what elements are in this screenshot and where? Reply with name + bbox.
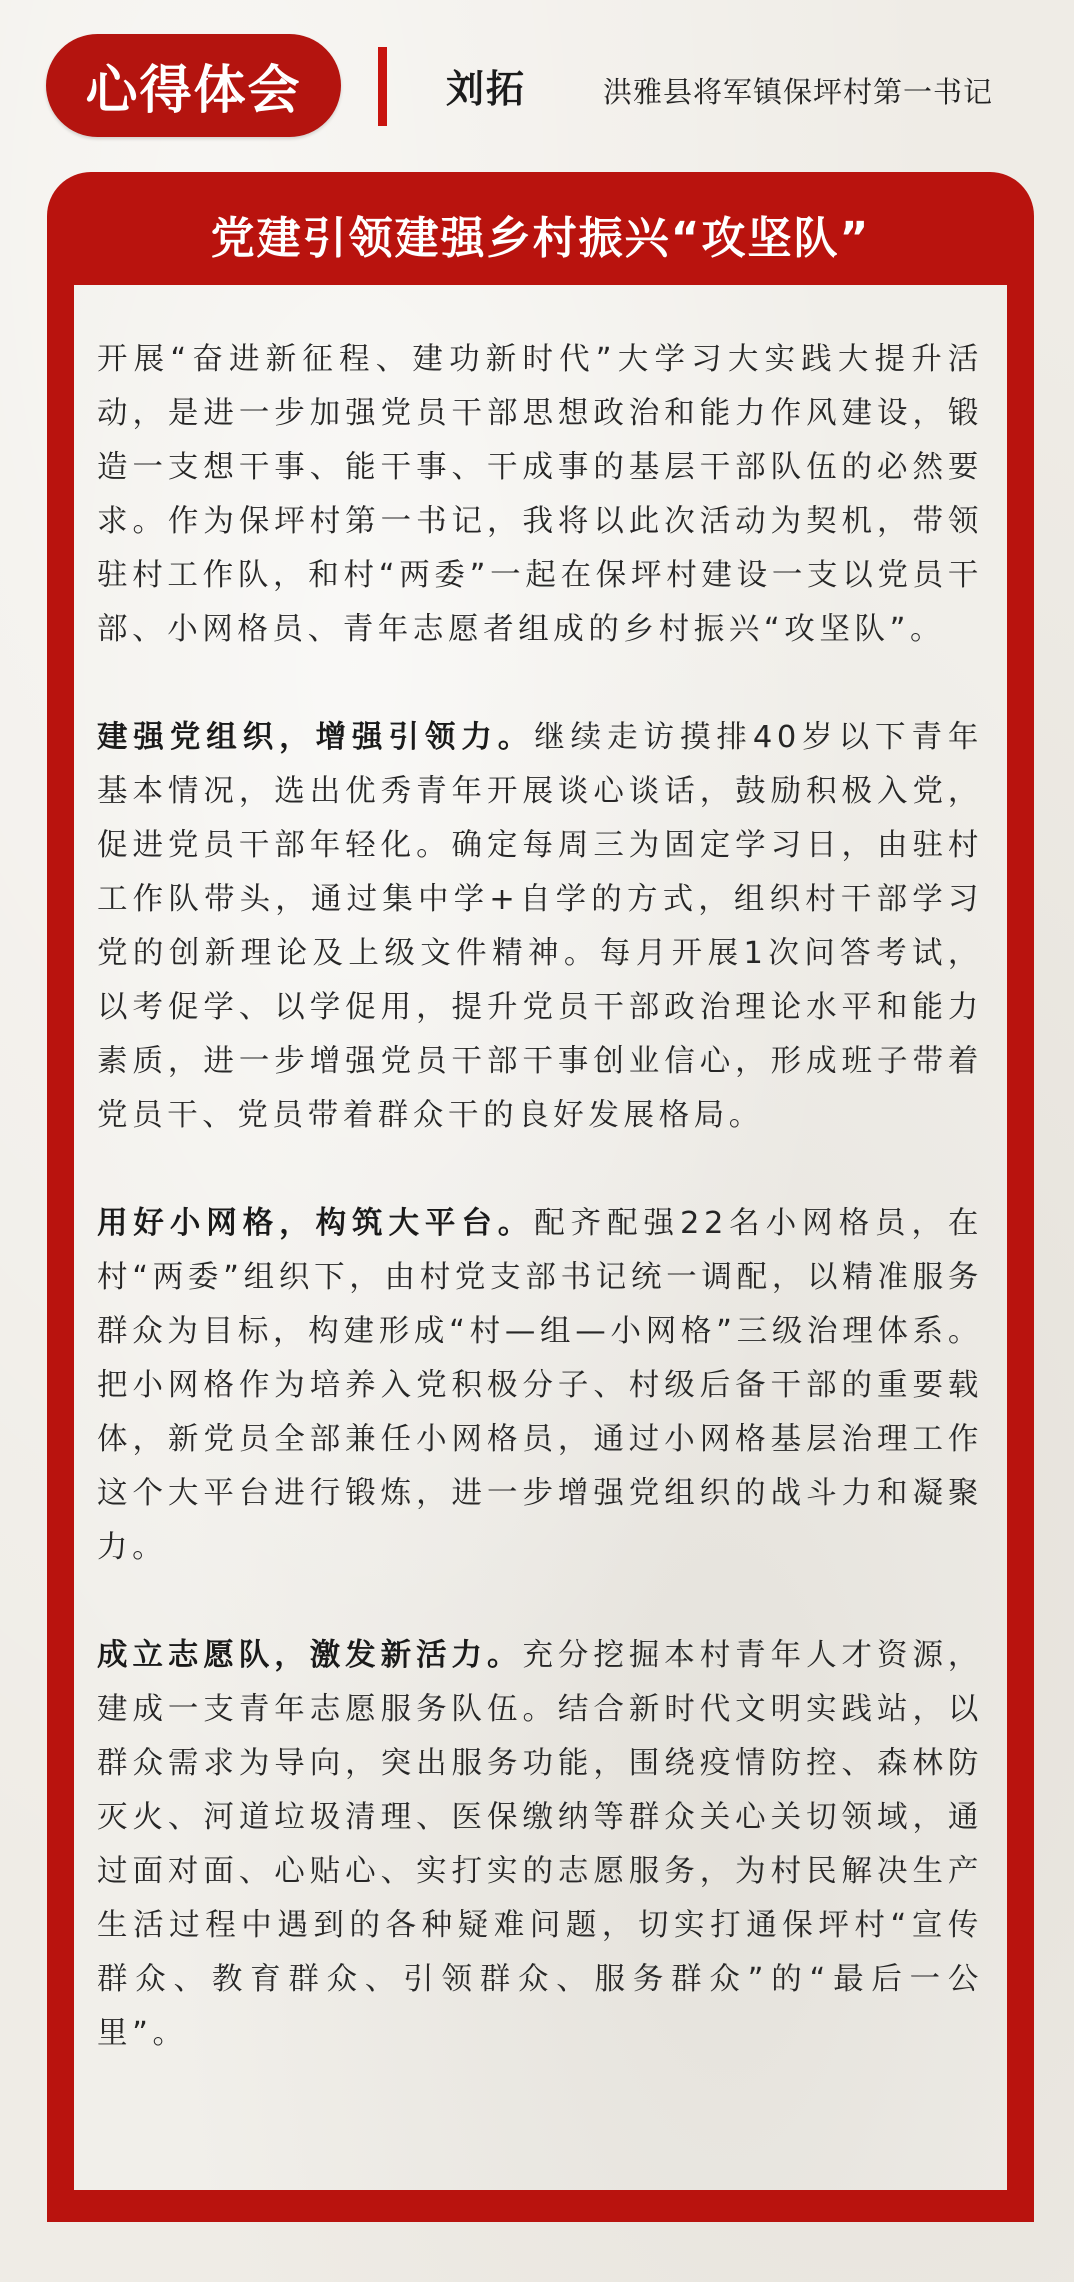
author-name: 刘拓 (446, 67, 527, 111)
article-card (47, 172, 1034, 2222)
paragraph-lead: 建强党组织，增强引领力。 (97, 720, 535, 755)
paragraph-text: 开展“奋进新征程、建功新时代”大学习大实践大提升活动，是进一步加强党员干部思想政治和能力作风建设，锻造一支想干事、能干事、干成事的基层干部队伍的必然要求。作为保坪村第一书记，我将以此次活动为契机，带领驻村工作队，和村“两委”一起在保坪村建设一支以党员干部、小网格员、青年志愿者组成的乡村振兴“攻坚队”。 (97, 342, 983, 647)
header (0, 0, 1074, 150)
paragraph-text: 继续走访摸排40岁以下青年基本情况，选出优秀青年开展谈心谈话，鼓励积极入党，促进党员干部年轻化。确定每周三为固定学习日，由驻村工作队带头，通过集中学+自学的方式，组织村干部学习党的创新理论及上级文件精神。每月开展1次问答考试，以考促学、以学促用，提升党员干部政治理论水平和能力素质，进一步增强党员干部干事创业信心，形成班子带着党员干、党员带着群众干的良好发展格局。 (97, 720, 984, 1133)
paragraph-volunteers (97, 1629, 983, 2061)
author-title: 洪雅县将军镇保坪村第一书记 (603, 75, 994, 109)
article-body (74, 285, 1007, 2190)
paragraph-intro (97, 333, 983, 657)
paragraph-text: 充分挖掘本村青年人才资源，建成一支青年志愿服务队伍。结合新时代文明实践站，以群众需求为导向，突出服务功能，围绕疫情防控、森林防灭火、河道垃圾清理、医保缴纳等群众关心关切领域，通过面对面、心贴心、实打实的志愿服务，为村民解决生产生活过程中遇到的各种疑难问题，切实打通保坪村“宣传群众、教育群众、引领群众、服务群众”的“最后一公里”。 (97, 1638, 983, 2051)
paragraph-lead: 成立志愿队，激发新活力。 (97, 1638, 523, 1673)
section-badge: 心得体会 (46, 34, 341, 137)
paragraph-organization (97, 711, 983, 1143)
paragraph-lead: 用好小网格，构筑大平台。 (97, 1206, 535, 1241)
header-divider (378, 47, 387, 126)
paragraph-text: 配齐配强22名小网格员，在村“两委”组织下，由村党支部书记统一调配，以精准服务群众为目标，构建形成“村—组—小网格”三级治理体系。把小网格作为培养入党积极分子、村级后备干部的重要载体，新党员全部兼任小网格员，通过小网格基层治理工作这个大平台进行锻炼，进一步增强党组织的战斗力和凝聚力。 (97, 1206, 984, 1565)
paragraph-grid (97, 1197, 983, 1575)
article-title: 党建引领建强乡村振兴“攻坚队” (210, 213, 871, 264)
article-text (97, 333, 983, 2061)
